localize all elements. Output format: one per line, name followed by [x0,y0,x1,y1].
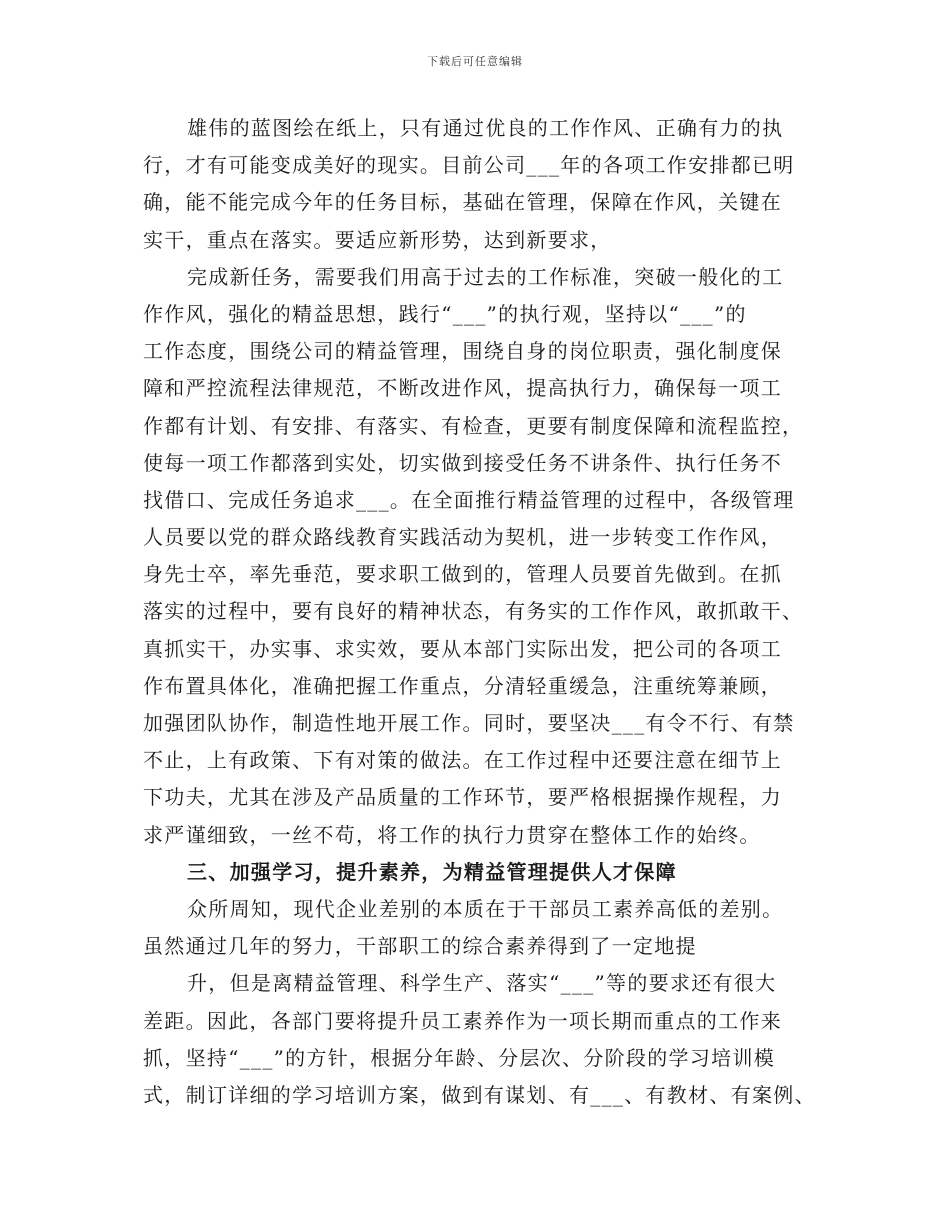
paragraph-line: 众所周知，现代企业差别的本质在于干部员工素养高低的差别。 [187,896,784,921]
paragraph-line: 式，制订详细的学习培训方案，做到有谋划、有___、有教材、有案例、 [143,1082,816,1107]
paragraph-line: 升，但是离精益管理、科学生产、落实“___”等的要求还有很大 [187,971,777,996]
paragraph-line: 虽然通过几年的努力，干部职工的综合素养得到了一定地提 [143,934,697,959]
paragraph-line: 真抓实干，办实事、求实效，要从本部门实际出发，把公司的各项工 [143,636,782,661]
paragraph-line: 完成新任务，需要我们用高于过去的工作标准，突破一般化的工 [187,264,784,289]
paragraph-line: 差距。因此，各部门要将提升员工素养作为一项长期而重点的工作来 [143,1008,782,1033]
paragraph-line: 障和严控流程法律规范，不断改进作风，提高执行力，确保每一项工 [143,376,782,401]
paragraph-line: 行，才有可能变成美好的现实。目前公司___年的各项工作安排都已明 [143,153,795,178]
paragraph-line: 确，能不能完成今年的任务目标，基础在管理，保障在作风，关键在 [143,190,782,215]
document-body [143,110,823,1114]
section-heading: 三、加强学习，提升素养，为精益管理提供人才保障 [187,859,677,884]
paragraph-line: 作布置具体化，准确把握工作重点，分清轻重缓急，注重统筹兼顾， [143,673,782,698]
paragraph-line: 求严谨细致，一丝不苟，将工作的执行力贯穿在整体工作的始终。 [143,822,761,847]
paragraph-line: 加强团队协作，制造性地开展工作。同时，要坚决___有令不行、有禁 [143,711,795,735]
paragraph-line: 工作态度，围绕公司的精益管理，围绕自身的岗位职责，强化制度保 [143,339,782,364]
paragraph-line: 身先士卒，率先垂范，要求职工做到的，管理人员要首先做到。在抓 [143,562,782,587]
paragraph-line: 不止，上有政策、下有对策的做法。在工作过程中还要注意在细节上 [143,748,782,773]
paragraph-line: 雄伟的蓝图绘在纸上，只有通过优良的工作作风、正确有力的执 [187,116,784,140]
paragraph-line: 找借口、完成任务追求___。在全面推行精益管理的过程中，各级管理 [143,487,795,512]
paragraph-line: 落实的过程中，要有良好的精神状态，有务实的工作作风，敢抓敢干、 [143,599,804,624]
paragraph-line: 作作风，强化的精益思想，践行“___”的执行观，坚持以“___”的 [143,301,747,326]
paragraph-line: 抓，坚持“___”的方针，根据分年龄、分层次、分阶段的学习培训模 [143,1045,776,1070]
paragraph-line: 人员要以党的群众路线教育实践活动为契机，进一步转变工作作风， [143,525,782,550]
paragraph-line: 使每一项工作都落到实处，切实做到接受任务不讲条件、执行任务不 [143,450,782,475]
paragraph-line: 下功夫，尤其在涉及产品质量的工作环节，要严格根据操作规程，力 [143,785,782,810]
page-header: 下载后可任意编辑 [427,55,523,68]
paragraph-line: 实干，重点在落实。要适应新形势，达到新要求， [143,227,612,252]
paragraph-line: 作都有计划、有安排、有落实、有检查，更要有制度保障和流程监控， [143,413,804,438]
